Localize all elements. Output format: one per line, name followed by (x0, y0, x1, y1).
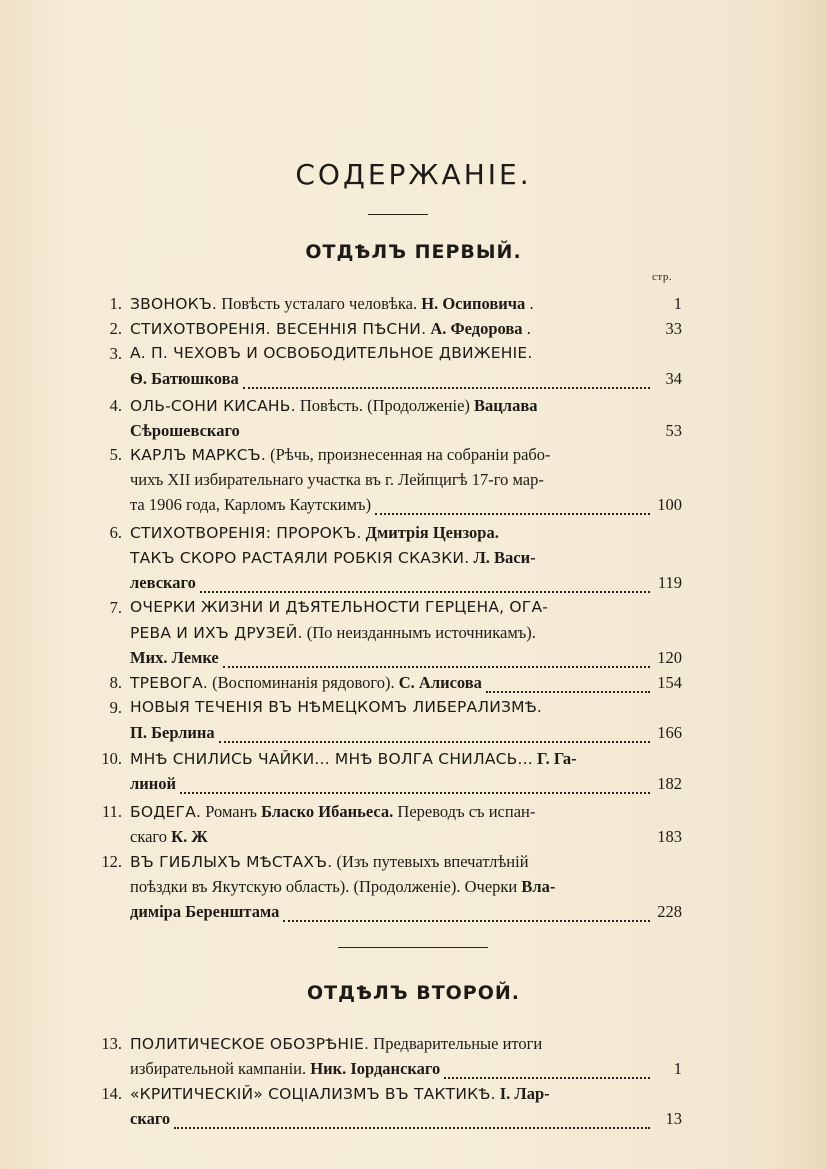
toc-entry-14 (101, 1084, 682, 1110)
toc-entry-5 (109, 445, 682, 471)
toc-entry-7-line2 (130, 623, 682, 649)
entry-number: 4. (109, 396, 122, 415)
page-column-label: стр. (652, 271, 673, 283)
toc-entry-2: 2. СТИХОТВОРЕНІЯ. ВЕСЕННІЯ ПѢСНИ. А. Федорова . 33 (130, 319, 682, 345)
entry-page: 100 (657, 495, 682, 514)
leader-dots (535, 338, 650, 339)
entry-subtitle: скаго (130, 827, 168, 846)
entry-author: линой (130, 774, 177, 793)
entry-subtitle: (Воспоминанія рядового). (212, 673, 395, 692)
entry-page: 120 (657, 648, 682, 667)
toc-entry-13-line2 (130, 1059, 682, 1085)
entry-title: ТАКЪ СКОРО РАСТАЯЛИ РОБКІЯ СКАЗКИ. (130, 549, 470, 567)
entry-title: ОЧЕРКИ ЖИЗНИ И ДѢЯТЕЛЬНОСТИ ГЕРЦЕНА, ОГА- (130, 598, 549, 616)
toc-entry-7-line3 (130, 648, 682, 674)
leader-dots (180, 791, 650, 794)
entry-page: 1 (673, 1059, 682, 1078)
entry-page: 34 (665, 369, 682, 388)
toc-entry-14-line2 (130, 1109, 682, 1135)
toc-entry-7 (109, 598, 682, 624)
entry-author: І. Лар- (499, 1084, 550, 1103)
entry-page: 1 (673, 294, 682, 313)
leader-dots (283, 919, 650, 922)
toc-entry-8 (109, 673, 682, 699)
entry-number: 6. (109, 523, 122, 542)
toc-entry-11 (101, 802, 682, 828)
toc-entry-5-line2 (130, 470, 682, 496)
entry-author: Н. Осиповича (421, 294, 526, 313)
entry-title: ЗВОНОКЪ. (130, 295, 218, 313)
toc-entry-3 (109, 344, 682, 370)
entry-subtitle: Повѣсть. (Продолженіе) (299, 396, 470, 415)
entry-author: левскаго (130, 573, 196, 592)
entry-number: 1. (109, 294, 122, 313)
entry-title: БОДЕГА. (130, 803, 202, 821)
entry-author: Вла- (521, 877, 556, 896)
entry-subtitle: Романъ (205, 802, 257, 821)
entry-author: П. Берлина (130, 723, 215, 742)
entry-subtitle: (Рѣчь, произнесенная на собраніи рабо- (270, 445, 551, 464)
entry-author: Бласко Ибаньеса. (261, 802, 394, 821)
entry-title: ПОЛИТИЧЕСКОЕ ОБОЗРѢНІЕ. (130, 1035, 370, 1053)
entry-page: 182 (657, 774, 682, 793)
entry-number: 8. (109, 673, 122, 692)
leader-dots (538, 313, 650, 314)
toc-entry-6 (109, 523, 682, 549)
toc-entry-5-line3 (130, 495, 682, 521)
entry-subtitle: Предварительные итоги (373, 1034, 543, 1053)
section-divider (338, 947, 488, 948)
toc-entry-13 (101, 1034, 682, 1060)
toc-entry-4 (109, 396, 682, 422)
entry-title: ВЪ ГИБЛЫХЪ МѢСТАХЪ. (130, 853, 333, 871)
entry-title: СТИХОТВОРЕНІЯ. ВЕСЕННІЯ ПѢСНИ. (130, 320, 427, 338)
section-heading-first: ОТДѢЛЪ ПЕРВЫЙ. (305, 241, 522, 263)
entry-number: 3. (109, 344, 122, 363)
entry-author: скаго (130, 1109, 171, 1128)
entry-subtitle: Переводъ съ испан- (397, 802, 536, 821)
toc-entry-6-line2 (130, 548, 682, 574)
entry-number: 9. (109, 698, 122, 717)
entry-number: 12. (101, 852, 122, 871)
title-rule (368, 214, 428, 215)
leader-dots (219, 740, 650, 743)
toc-entry-9 (109, 698, 682, 724)
entry-title: ОЛЬ-СОНИ КИСАНЬ. (130, 397, 296, 415)
toc-entry-4-line2 (130, 421, 682, 447)
entry-author: Мих. Лемке (130, 648, 219, 667)
toc-entry-11-line2 (130, 827, 682, 853)
entry-number: 11. (101, 802, 122, 821)
entry-title: СТИХОТВОРЕНІЯ: ПРОРОКЪ. (130, 524, 362, 542)
entry-author: Г. Га- (537, 749, 577, 768)
entry-subtitle: (Изъ путевыхъ впечатлѣній (336, 852, 529, 871)
entry-author: С. Алисова (398, 673, 482, 692)
leader-dots (223, 665, 650, 668)
leader-dots (174, 1126, 650, 1129)
entry-page: 13 (665, 1109, 682, 1128)
entry-author: Л. Васи- (473, 548, 536, 567)
entry-author: Сѣрошевскаго (130, 421, 240, 440)
leader-dots (244, 440, 650, 441)
entry-page: 166 (657, 723, 682, 742)
entry-page: 154 (657, 673, 682, 692)
entry-number: 13. (101, 1034, 122, 1053)
toc-entry-9-line2 (130, 723, 682, 749)
entry-title: НОВЫЯ ТЕЧЕНІЯ ВЪ НѢМЕЦКОМЪ ЛИБЕРАЛИЗМѢ. (130, 698, 542, 716)
entry-number: 2. (109, 319, 122, 338)
entry-subtitle: (По неизданнымъ источникамъ). (306, 623, 536, 642)
entry-page: 53 (665, 421, 682, 440)
entry-title: ТРЕВОГА. (130, 674, 209, 692)
toc-entry-10-line2 (130, 774, 682, 800)
entry-page: 119 (657, 573, 682, 592)
entry-page: 33 (665, 319, 682, 338)
toc-entry-10 (101, 749, 682, 775)
entry-number: 14. (101, 1084, 122, 1103)
toc-entry-3-line2 (130, 369, 682, 395)
leader-dots (375, 512, 650, 515)
entry-subtitle: поѣздки въ Якутскую область). (Продолженіе). Очерки (130, 877, 518, 896)
entry-author: Ник. Іорданскаго (310, 1059, 441, 1078)
entry-subtitle: избирательной кампаніи. (130, 1059, 307, 1078)
entry-author: А. Федорова (430, 319, 523, 338)
leader-dots (212, 846, 650, 847)
entry-author: Вацлава (474, 396, 538, 415)
entry-page: 228 (657, 902, 682, 921)
entry-title: «КРИТИЧЕСКІЙ» СОЦІАЛИЗМЪ ВЪ ТАКТИКѢ. (130, 1085, 496, 1103)
entry-title: КАРЛЪ МАРКСЪ. (130, 446, 267, 464)
entry-author: Дмитрія Цензора. (365, 523, 499, 542)
entry-author: Ѳ. Батюшкова (130, 369, 239, 388)
entry-author: диміра Беренштама (130, 902, 280, 921)
entry-subtitle: чихъ XII избирательнаго участка въ г. Лейпцигѣ 17-го мар- (130, 470, 544, 489)
toc-entry-1: 1. ЗВОНОКЪ. Повѣсть усталаго человѣка. Н. Осиповича . 1 (130, 294, 682, 320)
entry-title: МНѢ СНИЛИСЬ ЧАЙКИ... МНѢ ВОЛГА СНИЛАСЬ... (130, 750, 533, 768)
entry-subtitle: Повѣсть усталаго человѣка. (221, 294, 418, 313)
leader-dots (444, 1076, 650, 1079)
toc-entry-12 (101, 852, 682, 878)
toc-entry-12-line2 (130, 877, 682, 903)
entry-page: 183 (657, 827, 682, 846)
toc-entry-12-line3 (130, 902, 682, 928)
page-title: СОДЕРЖАНІЕ. (295, 158, 532, 191)
entry-subtitle: та 1906 года, Карломъ Каутскимъ) (130, 495, 372, 514)
entry-title: РЕВА И ИХЪ ДРУЗЕЙ. (130, 624, 303, 642)
entry-number: 5. (109, 445, 122, 464)
toc-entry-6-line3 (130, 573, 682, 599)
leader-dots (486, 690, 650, 693)
entry-number: 7. (109, 598, 122, 617)
entry-title: А. П. ЧЕХОВЪ И ОСВОБОДИТЕЛЬНОЕ ДВИЖЕНІЕ. (130, 344, 533, 362)
entry-number: 10. (101, 749, 122, 768)
section-heading-second: ОТДѢЛЪ ВТОРОЙ. (306, 982, 521, 1004)
leader-dots (200, 590, 650, 593)
entry-author: К. Ж (171, 827, 208, 846)
leader-dots (243, 386, 650, 389)
